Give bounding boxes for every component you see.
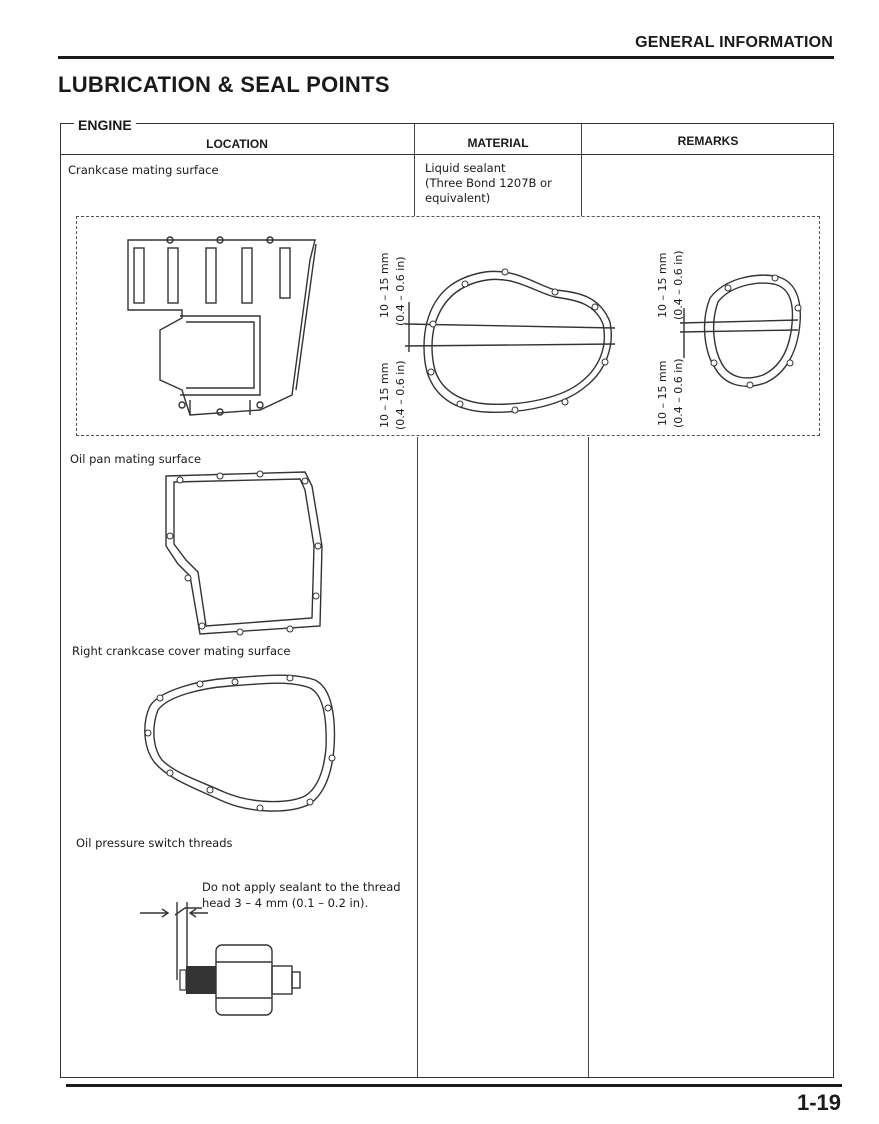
footer-rule [66, 1084, 842, 1087]
dim-top-in: (0.4 – 0.6 in) [394, 256, 407, 326]
row-material [425, 161, 575, 206]
dim-right-bottom-in: (0.4 – 0.6 in) [672, 358, 685, 428]
column-divider [414, 155, 415, 216]
dim-bottom-in: (0.4 – 0.6 in) [394, 360, 407, 430]
right-cover-label: Right crankcase cover mating surface [72, 644, 291, 658]
oil-pan-drawing [160, 466, 330, 641]
crankcase-drawing [120, 230, 330, 425]
row-location: Crankcase mating surface [68, 163, 219, 177]
crankcase-cover-drawing [405, 262, 625, 422]
material-line: equivalent) [425, 191, 491, 205]
column-divider [581, 155, 582, 216]
dim-right-top-mm: 10 – 15 mm [656, 252, 669, 318]
right-cover-drawing [140, 668, 340, 818]
dim-top-mm: 10 – 15 mm [378, 252, 391, 318]
header-rule [58, 56, 834, 59]
running-header: GENERAL INFORMATION [635, 34, 833, 51]
dim-bottom-mm: 10 – 15 mm [378, 362, 391, 428]
small-cover-drawing [680, 268, 810, 393]
col-header-location: LOCATION [206, 137, 268, 151]
page-number: 1-19 [796, 1090, 841, 1115]
switch-note-line-2: head 3 – 4 mm (0.1 – 0.2 in). [202, 896, 369, 910]
col-header-remarks: REMARKS [677, 134, 739, 148]
column-divider [588, 437, 589, 1077]
group-label: ENGINE [74, 117, 136, 133]
column-divider [417, 437, 418, 1077]
switch-threads-label: Oil pressure switch threads [76, 836, 233, 850]
dim-right-bottom-mm: 10 – 15 mm [656, 360, 669, 426]
material-line: (Three Bond 1207B or [425, 176, 552, 190]
oil-pan-label: Oil pan mating surface [70, 452, 202, 466]
switch-note-line-1: Do not apply sealant to the thread [202, 880, 401, 894]
page-title: LUBRICATION & SEAL POINTS [58, 72, 390, 97]
material-line: Liquid sealant [425, 161, 506, 175]
dim-right-top-in: (0.4 – 0.6 in) [672, 250, 685, 320]
oil-pressure-switch-drawing [140, 880, 310, 1030]
header-row-rule [60, 154, 834, 155]
col-header-material: MATERIAL [467, 136, 529, 150]
